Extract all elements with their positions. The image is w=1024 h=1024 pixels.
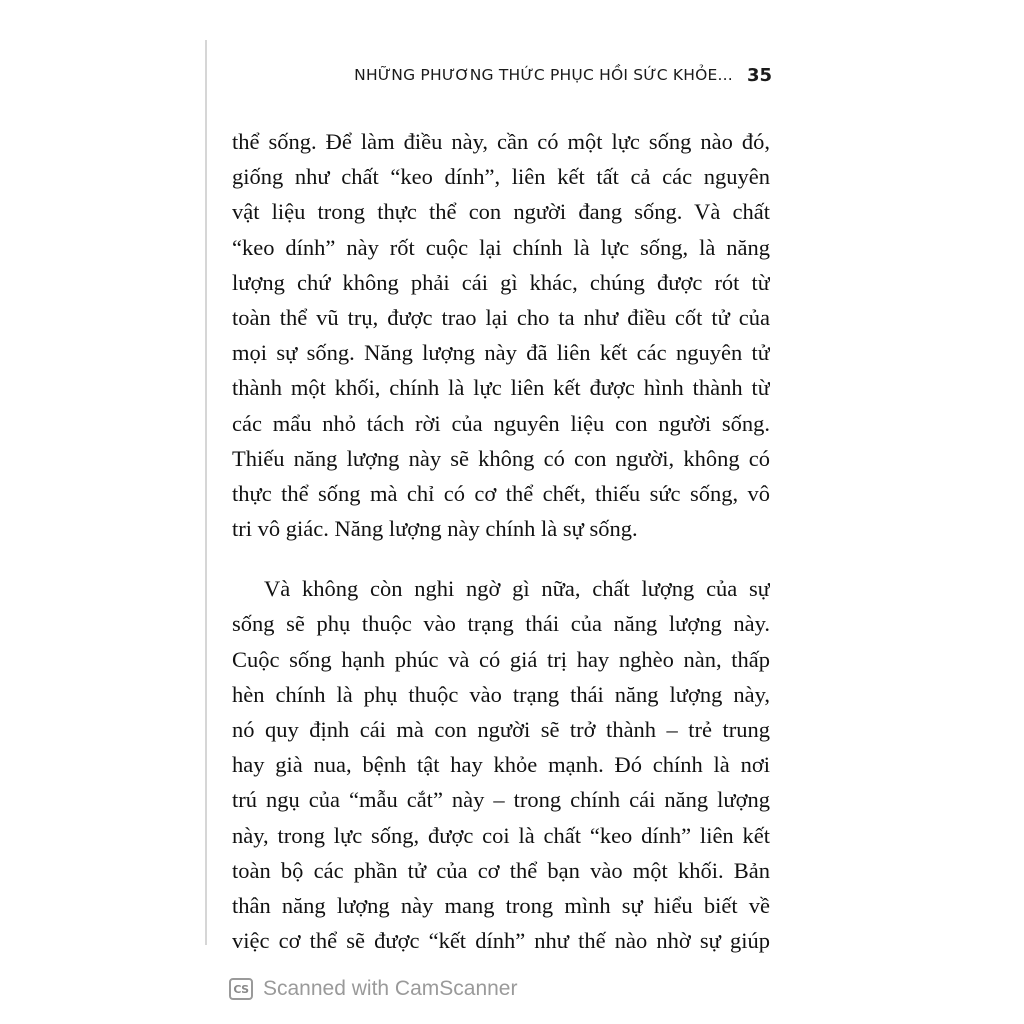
text-line: hay già nua, bệnh tật hay khỏe mạnh. Đó chính là nơi xyxy=(232,752,770,778)
paragraph-gap xyxy=(232,546,770,571)
text-line: Cuộc sống hạnh phúc và có giá trị hay nghèo nàn, thấp xyxy=(232,646,770,672)
paragraph-2 xyxy=(232,571,770,958)
page-number: 35 xyxy=(746,64,772,86)
text-line: hèn chính là phụ thuộc vào trạng thái năng lượng này, xyxy=(232,681,770,707)
camscanner-watermark xyxy=(229,975,517,1003)
text-line: nó quy định cái mà con người sẽ trở thành – trẻ trung xyxy=(232,717,770,742)
page-edge xyxy=(205,40,207,945)
text-line: các mẩu nhỏ tách rời của nguyên liệu con người sống. xyxy=(232,410,770,436)
text-line: thành một khối, chính là lực liên kết được hình thành từ xyxy=(232,375,770,401)
text-line: sống sẽ phụ thuộc vào trạng thái của năng lượng này. xyxy=(232,611,770,637)
text-line: thể sống. Để làm điều này, cần có một lực sống nào đó, xyxy=(232,129,770,154)
text-line: Thiếu năng lượng này sẽ không có con người, không có xyxy=(232,445,770,471)
running-title: NHỮNG PHƯƠNG THỨC PHỤC HỒI SỨC KHỎE... xyxy=(354,66,733,84)
body-text xyxy=(232,124,770,958)
watermark-text: Scanned with CamScanner xyxy=(263,977,518,1000)
text-line: tri vô giác. Năng lượng này chính là sự sống. xyxy=(232,516,638,542)
text-line: Và không còn nghi ngờ gì nữa, chất lượng của sự xyxy=(264,576,770,602)
text-line: giống như chất “keo dính”, liên kết tất cả các nguyên xyxy=(232,164,770,190)
text-line: thực thể sống mà chỉ có cơ thể chết, thiếu sức sống, vô xyxy=(232,480,770,506)
text-line: “keo dính” này rốt cuộc lại chính là lực sống, là năng xyxy=(232,234,770,260)
text-line: toàn bộ các phần tử của cơ thể bạn vào một khối. Bản xyxy=(232,857,770,883)
text-line: trú ngụ của “mẫu cắt” này – trong chính cái năng lượng xyxy=(232,787,770,813)
text-line: toàn thể vũ trụ, được trao lại cho ta như điều cốt tử của xyxy=(232,304,770,330)
running-header xyxy=(354,60,772,90)
camscanner-logo-icon: CS xyxy=(229,978,253,1000)
text-line: thân năng lượng này mang trong mình sự hiểu biết về xyxy=(232,892,770,918)
paragraph-1 xyxy=(232,124,770,546)
text-line: mọi sự sống. Năng lượng này đã liên kết các nguyên tử xyxy=(232,340,770,366)
text-line: việc cơ thể sẽ được “kết dính” như thế nào nhờ sự giúp xyxy=(232,928,770,954)
text-line: lượng chứ không phải cái gì khác, chúng được rót từ xyxy=(232,269,770,295)
text-line: vật liệu trong thực thể con người đang sống. Và chất xyxy=(232,199,770,225)
text-line: này, trong lực sống, được coi là chất “keo dính” liên kết xyxy=(232,822,770,848)
